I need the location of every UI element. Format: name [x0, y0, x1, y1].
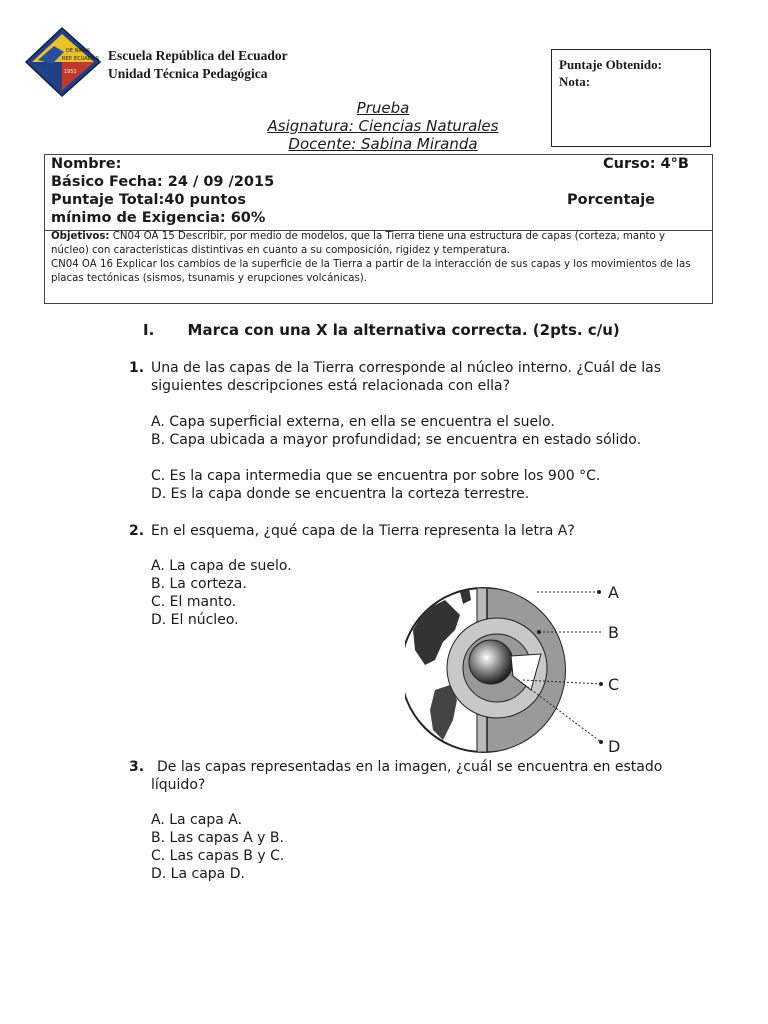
svg-text:1951: 1951 — [64, 69, 77, 75]
option-2a[interactable]: A. La capa de suelo. — [151, 558, 292, 574]
question-number: 1. — [129, 360, 145, 376]
grade-label: Nota: — [559, 74, 591, 89]
option-2d[interactable]: D. El núcleo. — [151, 612, 239, 628]
school-name: Escuela República del Ecuador — [108, 48, 288, 63]
option-3d[interactable]: D. La capa D. — [151, 866, 245, 882]
objectives-box — [44, 229, 713, 304]
score-obtained-label: Puntaje Obtenido: — [559, 57, 662, 72]
option-1b[interactable]: B. Capa ubicada a mayor profundidad; se encuentra en estado sólido. — [151, 432, 642, 448]
question-2 — [129, 522, 671, 540]
question-text: En el esquema, ¿qué capa de la Tierra representa la letra A? — [151, 523, 575, 539]
earth-layers-diagram — [405, 570, 635, 756]
student-info-box — [44, 154, 713, 231]
diagram-label-d: D — [608, 737, 621, 756]
option-3a[interactable]: A. La capa A. — [151, 812, 243, 828]
section-number: I. — [143, 321, 155, 339]
diagram-label-a: A — [608, 583, 619, 602]
section-title: Marca con una X la alternativa correcta. (2pts. c/u) — [187, 321, 620, 339]
school-header — [108, 47, 288, 83]
option-1a[interactable]: A. Capa superficial externa, en ella se encuentra el suelo. — [151, 414, 555, 430]
score-box — [551, 49, 711, 147]
label-line-a — [537, 590, 601, 594]
question-3 — [129, 758, 671, 794]
question-1 — [129, 359, 671, 395]
objective-oa15: CN04 OA 15 Describir, por medio de modelos, que la Tierra tiene una estructura de capas (corteza, manto y núcleo) con características distintivas en cuanto a su composición, rigidez y temperatura. — [51, 231, 666, 256]
svg-text:REP. ECUADOR: REP. ECUADOR — [62, 56, 100, 62]
question-number: 2. — [129, 523, 145, 539]
objective-oa16: CN04 OA 16 Explicar los cambios de la superficie de la Tierra a partir de la interacción de sus capas y los movimientos de las placas tectónicas (sismos, tsunamis y erupciones volcánicas). — [51, 259, 691, 284]
question-text: De las capas representadas en la imagen, ¿cuál se encuentra en estado líquido? — [151, 759, 663, 793]
course-label: Curso: 4°B — [603, 156, 689, 172]
option-3c[interactable]: C. Las capas B y C. — [151, 848, 285, 864]
diagram-label-b: B — [608, 623, 619, 642]
objectives-label: Objetivos: — [51, 231, 110, 242]
total-score: Puntaje Total:40 puntos — [51, 192, 247, 208]
subject-title: Asignatura: Ciencias Naturales — [267, 117, 499, 135]
option-1c[interactable]: C. Es la capa intermedia que se encuentra por sobre los 900 °C. — [151, 468, 601, 484]
school-logo — [24, 26, 106, 98]
diagram-label-c: C — [608, 675, 620, 694]
option-3b[interactable]: B. Las capas A y B. — [151, 830, 284, 846]
percentage-label: Porcentaje — [567, 192, 656, 208]
level-date: Básico Fecha: 24 / 09 /2015 — [51, 174, 275, 190]
section-heading — [143, 321, 620, 339]
option-2b[interactable]: B. La corteza. — [151, 576, 247, 592]
option-1d[interactable]: D. Es la capa donde se encuentra la corteza terrestre. — [151, 486, 530, 502]
name-label: Nombre: — [51, 156, 122, 172]
question-number: 3. — [129, 759, 145, 775]
school-unit: Unidad Técnica Pedagógica — [108, 66, 268, 81]
globe-sphere — [405, 588, 569, 752]
minimum-requirement: mínimo de Exigencia: 60% — [51, 210, 266, 226]
option-2c[interactable]: C. El manto. — [151, 594, 237, 610]
svg-text:DE NIÑAS: DE NIÑAS — [66, 48, 91, 54]
test-title: Prueba — [356, 99, 410, 117]
objectives-text — [51, 230, 706, 286]
question-text: Una de las capas de la Tierra corresponde al núcleo interno. ¿Cuál de las siguientes descripciones está relacionada con ella? — [151, 360, 662, 394]
teacher-title: Docente: Sabina Miranda — [288, 135, 478, 153]
